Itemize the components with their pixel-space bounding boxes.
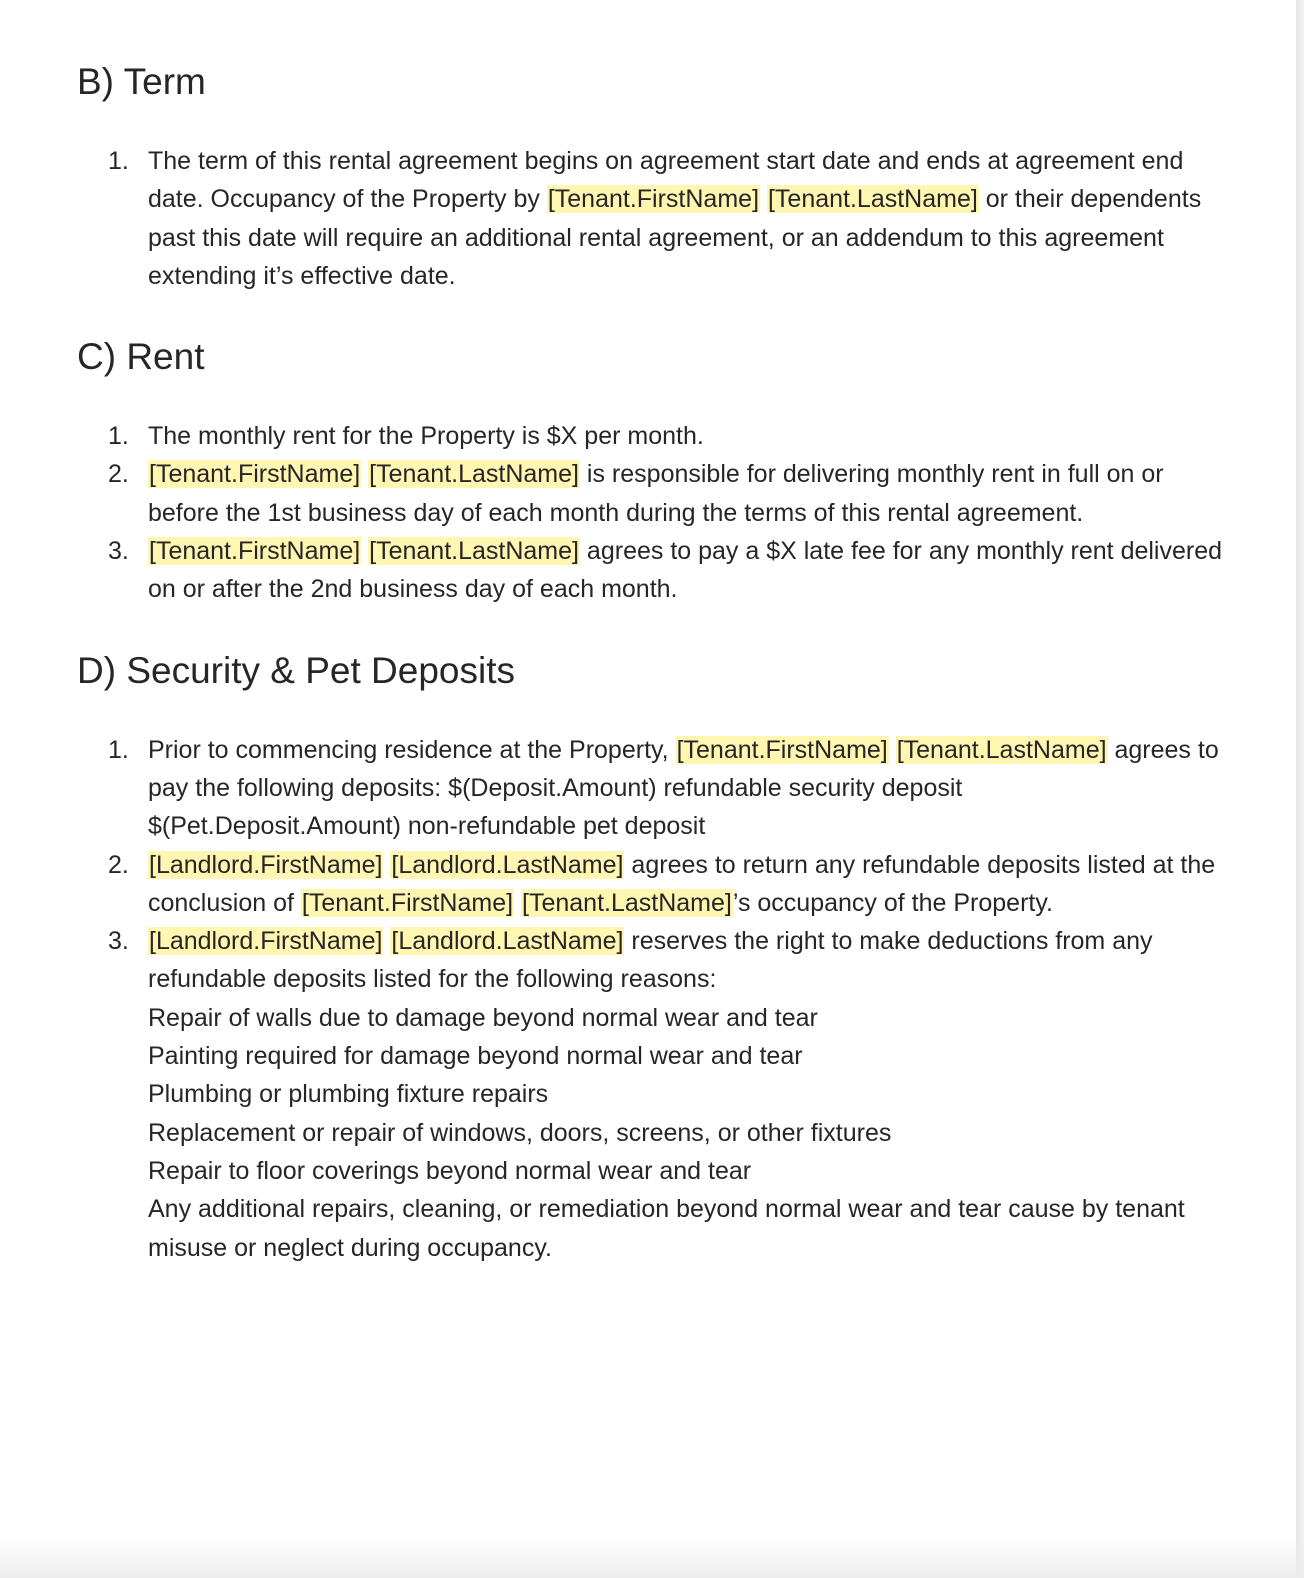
page-bottom-shadow — [0, 1538, 1304, 1578]
placeholder-landlord-last-name: [Landlord.LastName] — [391, 927, 624, 956]
clause-number: 3. — [108, 537, 129, 566]
section-title-term: B) Term — [77, 61, 206, 102]
deduction-reason: Any additional repairs, cleaning, or remediation beyond normal wear and tear cause by tenant misuse or neglect during occupancy. — [148, 1195, 1185, 1262]
deduction-reason: Repair of walls due to damage beyond normal wear and tear — [148, 1003, 818, 1032]
placeholder-tenant-first-name: [Tenant.FirstName] — [547, 185, 760, 214]
placeholder-landlord-first-name: [Landlord.FirstName] — [149, 850, 383, 879]
deposits-clause-1 — [77, 731, 1227, 846]
placeholder-tenant-last-name: [Tenant.LastName] — [767, 185, 978, 214]
clause-text: The monthly rent for the Property is $X per month. — [148, 422, 704, 451]
clause-text: agrees to pay a $X late fee for any monthly rent delivered on or after the 2nd business day of each month. — [148, 537, 1223, 604]
placeholder-tenant-last-name: [Tenant.LastName] — [522, 888, 732, 917]
deposits-clause-2 — [77, 846, 1227, 923]
clause-text: is responsible for delivering monthly rent in full on or before the 1st business day of each month during the terms of this rental agreement. — [148, 460, 1164, 527]
clause-number: 1. — [108, 147, 129, 175]
rent-clause-list — [77, 417, 1227, 608]
placeholder-tenant-last-name: [Tenant.LastName] — [896, 735, 1107, 764]
placeholder-landlord-first-name: [Landlord.FirstName] — [149, 927, 383, 956]
clause-number: 2. — [108, 460, 129, 489]
deposits-clause-3 — [77, 922, 1227, 1267]
clause-number: 1. — [108, 735, 129, 764]
placeholder-tenant-first-name: [Tenant.FirstName] — [149, 460, 361, 489]
term-clause-list — [77, 142, 1227, 295]
section-title-deposits: D) Security & Pet Deposits — [77, 649, 515, 691]
clause-text: or their dependents past this date will require an additional rental agreement, or an addendum to this agreement extending it’s effective date. — [148, 185, 1202, 290]
placeholder-landlord-last-name: [Landlord.LastName] — [391, 850, 624, 879]
section-title-rent: C) Rent — [77, 336, 205, 378]
clause-text: agrees to return any refundable deposits listed at the conclusion of — [148, 850, 1216, 917]
clause-number: 3. — [108, 927, 129, 956]
clause-number: 1. — [108, 422, 129, 451]
rent-clause-2 — [77, 455, 1227, 532]
clause-text: The term of this rental agreement begins on agreement start date and ends at agreement end date. Occupancy of the Property by — [148, 147, 1184, 214]
clause-number: 2. — [108, 850, 129, 879]
rent-clause-3 — [77, 532, 1227, 609]
clause-text: agrees to pay the following deposits: $(Deposit.Amount) refundable security deposit — [148, 735, 1219, 802]
deduction-reason: Painting required for damage beyond normal wear and tear — [148, 1042, 803, 1071]
document-content — [77, 58, 1227, 1305]
pet-deposit-line: $(Pet.Deposit.Amount) non-refundable pet deposit — [148, 812, 706, 841]
deposits-clause-list — [77, 731, 1227, 1267]
clause-text: ’s occupancy of the Property. — [732, 888, 1053, 917]
deduction-reason: Repair to floor coverings beyond normal wear and tear — [148, 1156, 752, 1185]
clause-text: reserves the right to make deductions from any refundable deposits listed for the following reasons: — [148, 927, 1153, 994]
rent-clause-1 — [77, 417, 1227, 455]
page-edge-shadow — [1296, 0, 1304, 1578]
placeholder-tenant-first-name: [Tenant.FirstName] — [676, 735, 888, 764]
placeholder-tenant-first-name: [Tenant.FirstName] — [149, 537, 361, 566]
clause-text: Prior to commencing residence at the Property, — [148, 735, 676, 764]
deduction-reason: Plumbing or plumbing fixture repairs — [148, 1080, 549, 1109]
deduction-reason: Replacement or repair of windows, doors, screens, or other fixtures — [148, 1118, 892, 1147]
placeholder-tenant-last-name: [Tenant.LastName] — [369, 537, 579, 566]
placeholder-tenant-last-name: [Tenant.LastName] — [369, 460, 579, 489]
placeholder-tenant-first-name: [Tenant.FirstName] — [301, 888, 514, 917]
term-clause-1 — [77, 142, 1227, 295]
